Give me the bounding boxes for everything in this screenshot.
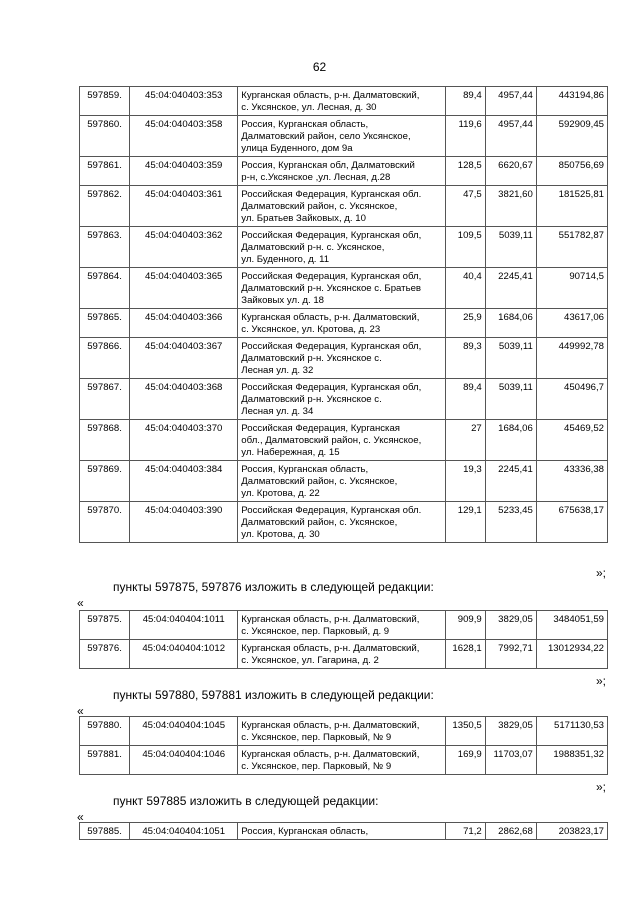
address-line: Далматовский район, село Уксянское, bbox=[241, 131, 411, 142]
register-table-3 bbox=[79, 716, 608, 775]
cadastral-value: 43617,06 bbox=[536, 309, 607, 338]
table-row bbox=[80, 309, 608, 338]
row-number: 597866. bbox=[80, 338, 130, 379]
cadastral-value: 450496,7 bbox=[536, 379, 607, 420]
unit-value: 2862,68 bbox=[485, 823, 536, 840]
address-line: Россия, Курганская обл, Далматовский bbox=[241, 160, 415, 171]
cadastral-value: 181525,81 bbox=[536, 186, 607, 227]
row-number: 597864. bbox=[80, 268, 130, 309]
table-row bbox=[80, 611, 608, 640]
address-line: Далматовский район, с. Уксянское, bbox=[241, 517, 398, 528]
address bbox=[238, 461, 445, 502]
cadastral-number: 45:04:040403:367 bbox=[130, 338, 238, 379]
cadastral-value: 1988351,32 bbox=[536, 746, 607, 775]
area: 19,3 bbox=[445, 461, 485, 502]
cadastral-number: 45:04:040404:1012 bbox=[130, 640, 238, 669]
table-row bbox=[80, 157, 608, 186]
address-line: Курганская область, р-н. Далматовский, bbox=[241, 720, 420, 731]
page-number: 62 bbox=[312, 60, 327, 74]
area: 129,1 bbox=[445, 502, 485, 543]
address-line: Лесная ул. д. 32 bbox=[241, 365, 314, 376]
address-line: Далматовский район, с. Уксянское, bbox=[241, 201, 398, 212]
row-number: 597870. bbox=[80, 502, 130, 543]
row-number: 597859. bbox=[80, 87, 130, 116]
cadastral-number: 45:04:040403:366 bbox=[130, 309, 238, 338]
address bbox=[238, 338, 445, 379]
table-row bbox=[80, 186, 608, 227]
area: 1350,5 bbox=[445, 717, 485, 746]
cadastral-number: 45:04:040404:1045 bbox=[130, 717, 238, 746]
cadastral-number: 45:04:040403:370 bbox=[130, 420, 238, 461]
area: 169,9 bbox=[445, 746, 485, 775]
cadastral-value: 90714,5 bbox=[536, 268, 607, 309]
address-line: Далматовский район, с. Уксянское, bbox=[241, 476, 398, 487]
cadastral-number: 45:04:040403:361 bbox=[130, 186, 238, 227]
area: 119,6 bbox=[445, 116, 485, 157]
table-row bbox=[80, 116, 608, 157]
row-number: 597860. bbox=[80, 116, 130, 157]
address bbox=[238, 717, 445, 746]
address bbox=[238, 227, 445, 268]
unit-value: 7992,71 bbox=[485, 640, 536, 669]
address-line: Российская Федерация, Курганская обл. bbox=[241, 505, 422, 516]
area: 109,5 bbox=[445, 227, 485, 268]
closing-quote-2: »; bbox=[596, 674, 607, 688]
cadastral-number: 45:04:040403:353 bbox=[130, 87, 238, 116]
row-number: 597868. bbox=[80, 420, 130, 461]
address-line: Российская Федерация, Курганская обл. bbox=[241, 189, 422, 200]
address bbox=[238, 87, 445, 116]
area: 128,5 bbox=[445, 157, 485, 186]
unit-value: 5233,45 bbox=[485, 502, 536, 543]
address bbox=[238, 823, 445, 840]
address-line: Россия, Курганская область, bbox=[241, 826, 369, 837]
unit-value: 3821,60 bbox=[485, 186, 536, 227]
cadastral-value: 43336,38 bbox=[536, 461, 607, 502]
address-line: Российская Федерация, Курганская обл, bbox=[241, 271, 422, 282]
row-number: 597869. bbox=[80, 461, 130, 502]
cadastral-number: 45:04:040404:1051 bbox=[130, 823, 238, 840]
unit-value: 5039,11 bbox=[485, 227, 536, 268]
amendment-instruction-3: пункт 597885 изложить в следующей редакции: bbox=[113, 794, 379, 808]
address-line: Далматовский р-н. с. Уксянское, bbox=[241, 242, 385, 253]
address-line: с. Уксянское, ул. Лесная, д. 30 bbox=[241, 102, 377, 113]
unit-value: 2245,41 bbox=[485, 461, 536, 502]
address-line: Россия, Курганская область, bbox=[241, 464, 369, 475]
register-table-4 bbox=[79, 822, 608, 840]
table-row bbox=[80, 379, 608, 420]
address-line: ул. Набережная, д. 15 bbox=[241, 447, 340, 458]
opening-quote-4: « bbox=[77, 810, 84, 824]
address bbox=[238, 309, 445, 338]
address bbox=[238, 746, 445, 775]
row-number: 597865. bbox=[80, 309, 130, 338]
address-line: Российская Федерация, Курганская обл, bbox=[241, 382, 422, 393]
unit-value: 1684,06 bbox=[485, 420, 536, 461]
area: 71,2 bbox=[445, 823, 485, 840]
row-number: 597867. bbox=[80, 379, 130, 420]
cadastral-number: 45:04:040404:1046 bbox=[130, 746, 238, 775]
cadastral-value: 675638,17 bbox=[536, 502, 607, 543]
cadastral-value: 592909,45 bbox=[536, 116, 607, 157]
address-line: с. Уксянское, пер. Парковый, № 9 bbox=[241, 761, 392, 772]
address bbox=[238, 502, 445, 543]
unit-value: 3829,05 bbox=[485, 717, 536, 746]
address-line: Курганская область, р-н. Далматовский, bbox=[241, 749, 420, 760]
address-line: Российская Федерация, Курганская bbox=[241, 423, 400, 434]
row-number: 597880. bbox=[80, 717, 130, 746]
table-row bbox=[80, 461, 608, 502]
table-row bbox=[80, 717, 608, 746]
unit-value: 4957,44 bbox=[485, 87, 536, 116]
area: 89,3 bbox=[445, 338, 485, 379]
row-number: 597881. bbox=[80, 746, 130, 775]
address-line: Зайковых ул. д. 18 bbox=[241, 295, 324, 306]
address-line: Лесная ул. д. 34 bbox=[241, 406, 314, 417]
row-number: 597863. bbox=[80, 227, 130, 268]
address-line: с. Уксянское, ул. Гагарина, д. 2 bbox=[241, 655, 379, 666]
opening-quote-2: « bbox=[77, 596, 84, 610]
address bbox=[238, 611, 445, 640]
area: 89,4 bbox=[445, 379, 485, 420]
cadastral-number: 45:04:040403:368 bbox=[130, 379, 238, 420]
address bbox=[238, 186, 445, 227]
address-line: Курганская область, р-н. Далматовский, bbox=[241, 614, 420, 625]
cadastral-value: 13012934,22 bbox=[536, 640, 607, 669]
address bbox=[238, 640, 445, 669]
unit-value: 6620,67 bbox=[485, 157, 536, 186]
amendment-instruction-2: пункты 597880, 597881 изложить в следующей редакции: bbox=[113, 688, 434, 702]
row-number: 597862. bbox=[80, 186, 130, 227]
row-number: 597885. bbox=[80, 823, 130, 840]
table-row bbox=[80, 87, 608, 116]
address bbox=[238, 379, 445, 420]
cadastral-value: 203823,17 bbox=[536, 823, 607, 840]
address bbox=[238, 420, 445, 461]
cadastral-number: 45:04:040403:365 bbox=[130, 268, 238, 309]
row-number: 597875. bbox=[80, 611, 130, 640]
cadastral-number: 45:04:040403:359 bbox=[130, 157, 238, 186]
row-number: 597861. bbox=[80, 157, 130, 186]
unit-value: 11703,07 bbox=[485, 746, 536, 775]
amendment-instruction-1: пункты 597875, 597876 изложить в следующей редакции: bbox=[113, 580, 434, 594]
area: 1628,1 bbox=[445, 640, 485, 669]
unit-value: 3829,05 bbox=[485, 611, 536, 640]
unit-value: 4957,44 bbox=[485, 116, 536, 157]
address-line: с. Уксянское, пер. Парковый, № 9 bbox=[241, 732, 392, 743]
address-line: ул. Кротова, д. 30 bbox=[241, 529, 320, 540]
cadastral-number: 45:04:040403:384 bbox=[130, 461, 238, 502]
table-row bbox=[80, 502, 608, 543]
address-line: Далматовский р-н. Уксянское с. bbox=[241, 394, 382, 405]
closing-quote-3: »; bbox=[596, 780, 607, 794]
cadastral-value: 45469,52 bbox=[536, 420, 607, 461]
table-row bbox=[80, 746, 608, 775]
opening-quote-3: « bbox=[77, 704, 84, 718]
address-line: с. Уксянское, ул. Кротова, д. 23 bbox=[241, 324, 381, 335]
address-line: с. Уксянское, пер. Парковый, д. 9 bbox=[241, 626, 390, 637]
cadastral-value: 5171130,53 bbox=[536, 717, 607, 746]
unit-value: 2245,41 bbox=[485, 268, 536, 309]
table-row bbox=[80, 640, 608, 669]
cadastral-number: 45:04:040403:390 bbox=[130, 502, 238, 543]
address bbox=[238, 116, 445, 157]
cadastral-value: 449992,78 bbox=[536, 338, 607, 379]
cadastral-number: 45:04:040403:362 bbox=[130, 227, 238, 268]
area: 909,9 bbox=[445, 611, 485, 640]
cadastral-number: 45:04:040403:358 bbox=[130, 116, 238, 157]
address-line: Россия, Курганская область, bbox=[241, 119, 369, 130]
address-line: Курганская область, р-н. Далматовский, bbox=[241, 312, 420, 323]
address-line: обл., Далматовский район, с. Уксянское, bbox=[241, 435, 422, 446]
cadastral-value: 850756,69 bbox=[536, 157, 607, 186]
cadastral-value: 3484051,59 bbox=[536, 611, 607, 640]
table-row bbox=[80, 227, 608, 268]
address-line: Российская Федерация, Курганская обл, bbox=[241, 341, 422, 352]
address-line: Российская Федерация, Курганская обл, bbox=[241, 230, 422, 241]
address-line: Далматовский р-н. Уксянское с. Братьев bbox=[241, 283, 422, 294]
address-line: Далматовский р-н. Уксянское с. bbox=[241, 353, 382, 364]
address-line: Курганская область, р-н. Далматовский, bbox=[241, 90, 420, 101]
table-row bbox=[80, 268, 608, 309]
cadastral-number: 45:04:040404:1011 bbox=[130, 611, 238, 640]
register-table-1 bbox=[79, 86, 608, 543]
address-line: улица Буденного, дом 9а bbox=[241, 143, 353, 154]
address-line: ул. Братьев Зайковых, д. 10 bbox=[241, 213, 366, 224]
table-row bbox=[80, 823, 608, 840]
row-number: 597876. bbox=[80, 640, 130, 669]
unit-value: 5039,11 bbox=[485, 379, 536, 420]
unit-value: 5039,11 bbox=[485, 338, 536, 379]
address-line: ул. Буденного, д. 11 bbox=[241, 254, 330, 265]
area: 89,4 bbox=[445, 87, 485, 116]
address bbox=[238, 157, 445, 186]
area: 27 bbox=[445, 420, 485, 461]
address-line: р-н, с.Уксянское ,ул. Лесная, д.28 bbox=[241, 172, 391, 183]
address bbox=[238, 268, 445, 309]
closing-quote-1: »; bbox=[596, 566, 607, 580]
table-row bbox=[80, 420, 608, 461]
area: 25,9 bbox=[445, 309, 485, 338]
address-line: ул. Кротова, д. 22 bbox=[241, 488, 320, 499]
cadastral-value: 443194,86 bbox=[536, 87, 607, 116]
register-table-2 bbox=[79, 610, 608, 669]
area: 40,4 bbox=[445, 268, 485, 309]
address-line: Курганская область, р-н. Далматовский, bbox=[241, 643, 420, 654]
cadastral-value: 551782,87 bbox=[536, 227, 607, 268]
unit-value: 1684,06 bbox=[485, 309, 536, 338]
area: 47,5 bbox=[445, 186, 485, 227]
table-row bbox=[80, 338, 608, 379]
